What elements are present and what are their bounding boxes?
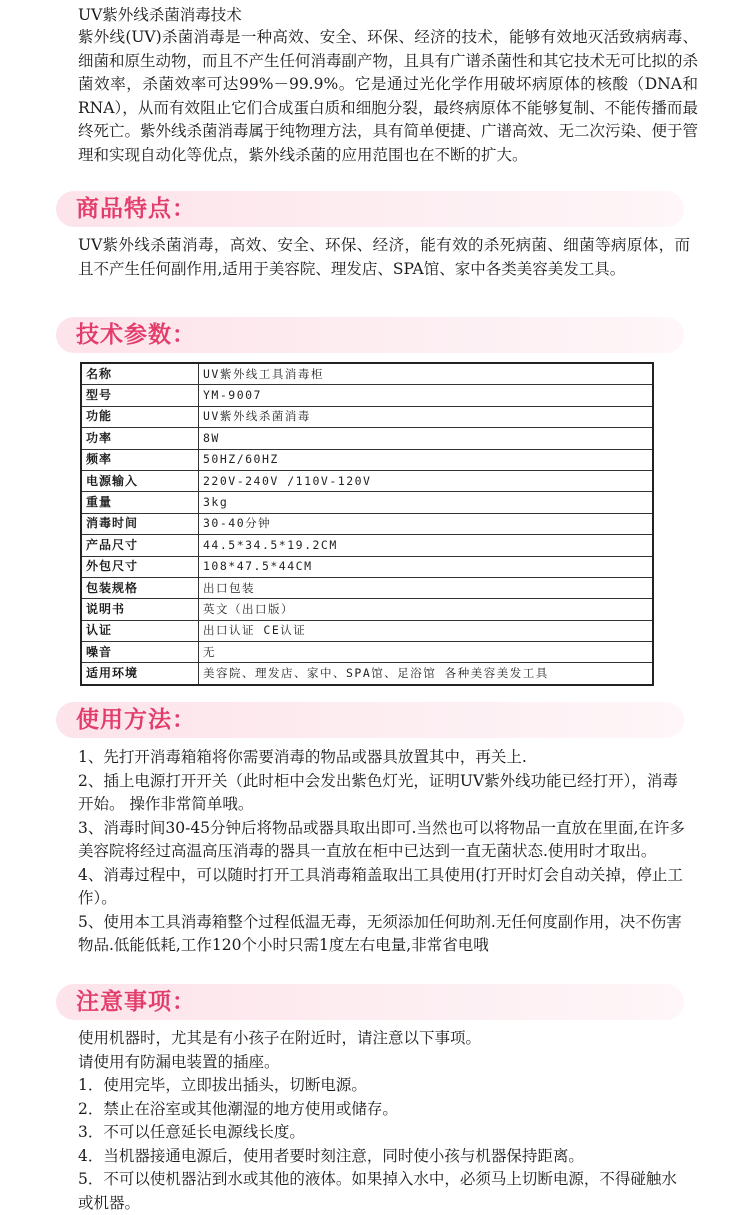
spec-key: 型号 xyxy=(81,385,199,406)
spec-row xyxy=(81,663,653,685)
intro-title: UV紫外线杀菌消毒技术 xyxy=(78,6,242,24)
spec-value: 108*47.5*44CM xyxy=(199,556,654,577)
note-item: 请使用有防漏电装置的插座。 xyxy=(78,1052,280,1071)
note-item: 2．禁止在浴室或其他潮湿的地方使用或储存。 xyxy=(78,1099,398,1118)
spec-key: 功率 xyxy=(81,428,199,449)
spec-value: 英文（出口版） xyxy=(199,599,654,620)
spec-value: UV紫外线杀菌消毒 xyxy=(199,406,654,427)
spec-key: 适用环境 xyxy=(81,663,199,685)
spec-key: 功能 xyxy=(81,406,199,427)
features-paragraph: UV紫外线杀菌消毒，高效、安全、环保、经济，能有效的杀死病菌、细菌等病原体，而且不产生任何副作用,适用于美容院、理发店、SPA馆、家中各类美容美发工具。 xyxy=(78,236,690,278)
spec-value: 美容院、理发店、家中、SPA馆、足浴馆 各种美容美发工具 xyxy=(199,663,654,685)
spec-key: 重量 xyxy=(81,492,199,513)
note-item: 3．不可以任意延长电源线长度。 xyxy=(78,1123,305,1141)
spec-value: 44.5*34.5*19.2CM xyxy=(199,535,654,556)
spec-key: 产品尺寸 xyxy=(81,535,199,556)
specs-banner xyxy=(56,317,684,353)
usage-step: 3、消毒时间30-45分钟后将物品或器具取出即可.当然也可以将物品一直放在里面,在许多美容院将经过高温高压消毒的器具一直放在柜中已达到一直无菌状态.使用时才取出。 xyxy=(78,818,685,860)
spec-key: 包装规格 xyxy=(81,577,199,598)
spec-key: 频率 xyxy=(81,449,199,470)
spec-value: UV紫外线工具消毒柜 xyxy=(199,363,654,385)
note-item: 1．使用完毕，立即拔出插头，切断电源。 xyxy=(78,1076,367,1094)
spec-row xyxy=(81,470,653,491)
spec-value: 无 xyxy=(199,642,654,663)
spec-row xyxy=(81,577,653,598)
spec-key: 认证 xyxy=(81,620,199,641)
note-item: 5．不可以使机器沾到水或其他的液体。如果掉入水中，必须马上切断电源，不得碰触水或机器。 xyxy=(78,1170,677,1212)
usage-banner xyxy=(56,702,684,738)
usage-step: 2、插上电源打开开关（此时柜中会发出紫色灯光，证明UV紫外线功能已经打开），消毒开始。 操作非常简单哦。 xyxy=(78,771,678,813)
note-item: 使用机器时，尤其是有小孩子在附近时，请注意以下事项。 xyxy=(78,1029,482,1047)
spec-row xyxy=(81,535,653,556)
spec-value: 30-40分钟 xyxy=(199,513,654,534)
spec-row xyxy=(81,556,653,577)
usage-section xyxy=(78,746,690,958)
spec-row xyxy=(81,406,653,427)
spec-row xyxy=(81,449,653,470)
spec-row xyxy=(81,642,653,663)
spec-row xyxy=(81,385,653,406)
usage-heading: 使用方法： xyxy=(76,707,196,733)
spec-row xyxy=(81,599,653,620)
specs-heading: 技术参数： xyxy=(76,322,196,348)
spec-value: 出口认证 CE认证 xyxy=(199,620,654,641)
spec-value: 8W xyxy=(199,428,654,449)
spec-row xyxy=(81,620,653,641)
intro-paragraph: 紫外线(UV)杀菌消毒是一种高效、安全、环保、经济的技术，能够有效地灭活致病病毒、细菌和原生动物，而且不产生任何消毒副产物，且具有广谱杀菌性和其它技术无可比拟的杀菌效率，杀菌效率可达99%－99.9%。它是通过光化学作用破坏病原体的核酸（DNA和RNA），从而有效阻止它们合成蛋白质和细胞分裂，最终病原体不能够复制、不能传播而最终死亡。紫外线杀菌消毒属于纯物理方法，具有简单便捷、广谱高效、无二次污染、便于管理和实现自动化等优点，紫外线杀菌的应用范围也在不断的扩大。 xyxy=(78,28,699,164)
spec-value: 220V-240V /110V-120V xyxy=(199,470,654,491)
spec-row xyxy=(81,363,653,385)
usage-step: 5、使用本工具消毒箱整个过程低温无毒，无须添加任何助剂.无任何度副作用，决不伤害物品.低能低耗,工作120个小时只需1度左右电量,非常省电哦 xyxy=(78,912,682,954)
notes-banner xyxy=(56,984,684,1020)
notes-section xyxy=(78,1027,690,1215)
spec-value: 出口包装 xyxy=(199,577,654,598)
spec-key: 名称 xyxy=(81,363,199,385)
spec-key: 外包尺寸 xyxy=(81,556,199,577)
spec-key: 噪音 xyxy=(81,642,199,663)
spec-row xyxy=(81,492,653,513)
spec-key: 电源输入 xyxy=(81,470,199,491)
spec-table xyxy=(80,362,654,686)
usage-step: 4、消毒过程中，可以随时打开工具消毒箱盖取出工具使用(打开时灯会自动关掉，停止工作）。 xyxy=(78,865,683,907)
spec-value: 50HZ/60HZ xyxy=(199,449,654,470)
intro-section xyxy=(78,4,698,167)
usage-step: 1、先打开消毒箱箱将你需要消毒的物品或器具放置其中，再关上. xyxy=(78,748,527,766)
features-section xyxy=(78,234,690,281)
spec-key: 消毒时间 xyxy=(81,513,199,534)
spec-row xyxy=(81,513,653,534)
notes-heading: 注意事项： xyxy=(76,989,196,1015)
features-heading: 商品特点： xyxy=(76,196,196,222)
spec-key: 说明书 xyxy=(81,599,199,620)
features-banner xyxy=(56,191,684,227)
spec-value: YM-9007 xyxy=(199,385,654,406)
spec-row xyxy=(81,428,653,449)
spec-value: 3kg xyxy=(199,492,654,513)
note-item: 4．当机器接通电源后，使用者要时刻注意，同时使小孩与机器保持距离。 xyxy=(78,1146,584,1165)
